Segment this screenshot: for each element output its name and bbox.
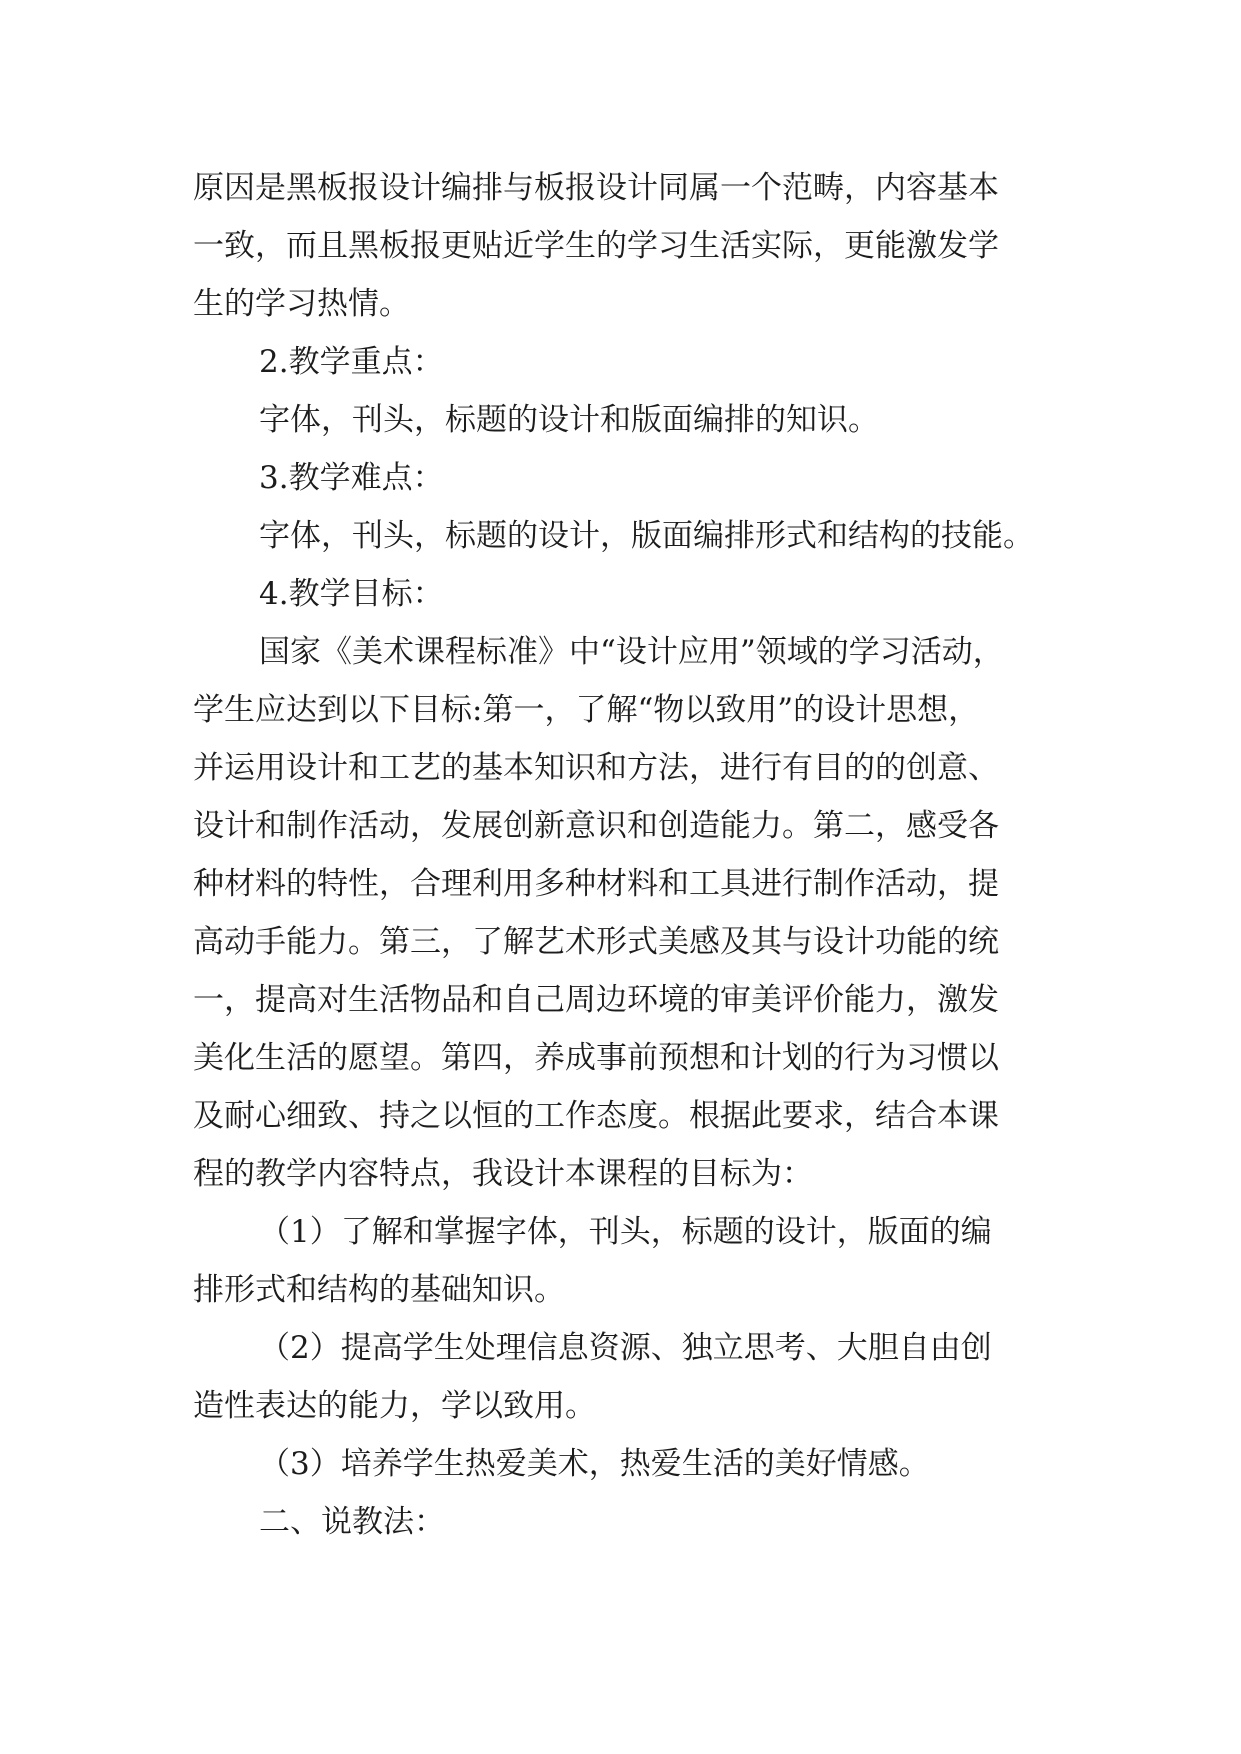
list-item-line: （1）了解和掌握字体，刊头，标题的设计，版面的编 xyxy=(259,1214,992,1250)
paragraph-line: 字体，刊头，标题的设计，版面编排形式和结构的技能。 xyxy=(259,518,1034,554)
paragraph-line: 设计和制作活动，发展创新意识和创造能力。第二，感受各 xyxy=(193,808,999,844)
paragraph-line: 一致，而且黑板报更贴近学生的学习生活实际，更能激发学 xyxy=(193,228,999,264)
section-heading: 3.教学难点： xyxy=(259,460,444,496)
paragraph-line: 生的学习热情。 xyxy=(193,286,410,322)
paragraph-line: 学生应达到以下目标:第一，了解“物以致用”的设计思想， xyxy=(193,692,980,728)
paragraph-line: 一，提高对生活物品和自己周边环境的审美评价能力，激发 xyxy=(193,982,999,1018)
paragraph-line: 并运用设计和工艺的基本知识和方法，进行有目的的创意、 xyxy=(193,750,999,786)
paragraph-line: 美化生活的愿望。第四，养成事前预想和计划的行为习惯以 xyxy=(193,1040,999,1076)
section-heading: 2.教学重点： xyxy=(259,344,444,380)
paragraph-line: 字体，刊头，标题的设计和版面编排的知识。 xyxy=(259,402,879,438)
paragraph-line: 及耐心细致、持之以恒的工作态度。根据此要求，结合本课 xyxy=(193,1098,999,1134)
list-item-line: （3）培养学生热爱美术，热爱生活的美好情感。 xyxy=(259,1446,930,1482)
list-item-line: 造性表达的能力，学以致用。 xyxy=(193,1388,596,1424)
list-item-line: （2）提高学生处理信息资源、独立思考、大胆自由创 xyxy=(259,1330,992,1366)
section-heading: 二、说教法： xyxy=(259,1504,445,1540)
paragraph-line: 原因是黑板报设计编排与板报设计同属一个范畴，内容基本 xyxy=(193,170,999,206)
list-item-line: 排形式和结构的基础知识。 xyxy=(193,1272,565,1308)
paragraph-line: 国家《美术课程标准》中“设计应用”领域的学习活动， xyxy=(259,634,1004,670)
paragraph-line: 种材料的特性，合理利用多种材料和工具进行制作活动，提 xyxy=(193,866,999,902)
paragraph-line: 高动手能力。第三，了解艺术形式美感及其与设计功能的统 xyxy=(193,924,999,960)
paragraph-line: 程的教学内容特点，我设计本课程的目标为： xyxy=(193,1156,813,1192)
section-heading: 4.教学目标： xyxy=(259,576,444,612)
